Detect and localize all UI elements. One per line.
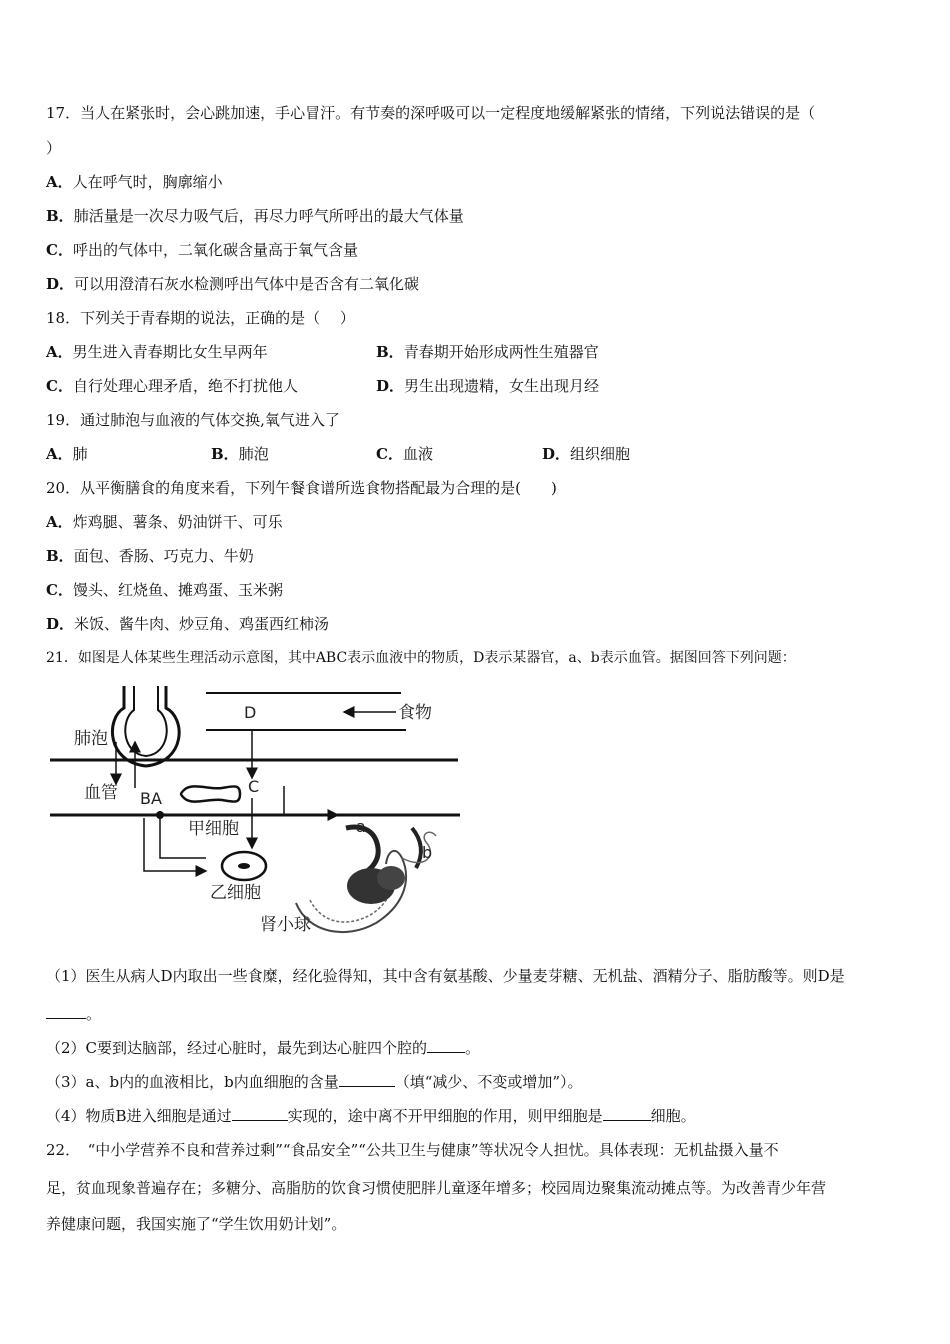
- q17-option-b: B．肺活量是一次尽力吸气后，再尽力呼气所呼出的最大气体量: [46, 207, 464, 225]
- q22-line3: 养健康问题，我国实施了“学生饮用奶计划”。: [46, 1215, 347, 1233]
- q21-physiology-diagram: [46, 678, 466, 948]
- q21-sub1-line2: 。: [46, 1004, 101, 1024]
- q18-option-a: A．男生进入青春期比女生早两年: [46, 343, 268, 361]
- q17-option-c: C．呼出的气体中，二氧化碳含量高于氧气含量: [46, 241, 358, 259]
- label-vessel: 血管: [84, 783, 118, 803]
- q19-options: [46, 444, 746, 464]
- q18-stem: 18．下列关于青春期的说法，正确的是（ ）: [46, 309, 355, 327]
- q20-option-a: A．炸鸡腿、薯条、奶油饼干、可乐: [46, 513, 283, 531]
- q17-option-d: D．可以用澄清石灰水检测呼出气体中是否含有二氧化碳: [46, 275, 420, 293]
- q18-options-row1: [46, 342, 646, 362]
- label-d: D: [244, 703, 257, 722]
- q21-sub1-line1: （1）医生从病人D内取出一些食糜，经化验得知，其中含有氨基酸、少量麦芽糖、无机盐、酒精分子、脂肪酸等。则D是: [46, 967, 845, 985]
- q21-sub3-blank: [339, 1072, 395, 1087]
- red-blood-cell: [181, 786, 240, 801]
- label-food: 食物: [398, 703, 432, 723]
- q20-stem: 20．从平衡膳食的角度来看，下列午餐食谱所选食物搭配最为合理的是( ): [46, 479, 557, 497]
- q17-stem-line1: 17．当人在紧张时，会心跳加速，手心冒汗。有节奏的深呼吸可以一定程度地缓解紧张的情绪，下列说法错误的是（: [46, 104, 816, 122]
- q21-sub4-blank-1: [232, 1106, 288, 1121]
- q19-option-a: A．肺: [46, 445, 88, 463]
- label-b: b: [422, 843, 433, 862]
- q19-option-d: D．组织细胞: [542, 445, 631, 463]
- glomerulus-knot-2: [377, 866, 405, 890]
- q21-sub2: （2）C要到达脑部，经过心脏时，最先到达心脏四个腔的 。: [46, 1039, 481, 1057]
- alveolus-shape: [112, 686, 179, 766]
- q19-option-b: B．肺泡: [211, 445, 269, 463]
- q18-option-b: B．青春期开始形成两性生殖器官: [376, 343, 599, 361]
- q18-option-d: D．男生出现遗精，女生出现月经: [376, 377, 600, 395]
- q22-line1: 22． “中小学营养不良和营养过剩”“食品安全”“公共卫生与健康”等状况令人担忧。具体表现：无机盐摄入量不: [46, 1141, 779, 1159]
- q20-option-c: C．馒头、红烧鱼、摊鸡蛋、玉米粥: [46, 581, 283, 599]
- q22-line2: 足，贫血现象普遍存在；多糖分、高脂肪的饮食习惯使肥胖儿童逐年增多；校园周边聚集流动摊点等。为改善青少年营: [46, 1179, 827, 1197]
- q18-options-row2: [46, 376, 646, 396]
- a-branch-arrow: [284, 786, 338, 815]
- label-alveolus: 肺泡: [74, 729, 108, 749]
- label-cell-jia: 甲细胞: [188, 819, 239, 839]
- q17-option-a: A．人在呼气时，胸廓缩小: [46, 173, 223, 191]
- q20-option-b: B．面包、香肠、巧克力、牛奶: [46, 547, 254, 565]
- q18-option-c: C．自行处理心理矛盾，绝不打扰他人: [46, 377, 298, 395]
- q20-option-d: D．米饭、酱牛肉、炒豆角、鸡蛋西红柿汤: [46, 615, 330, 633]
- q21-sub3: （3）a、b内的血液相比，b内血细胞的含量 （填“减少、不变或增加”）。: [46, 1073, 583, 1091]
- label-a: a: [356, 817, 366, 836]
- q21-sub2-blank: [427, 1038, 465, 1053]
- q21-sub1-blank: [46, 1004, 86, 1019]
- q21-sub4-blank-2: [603, 1106, 651, 1121]
- exchange-dot: [156, 811, 164, 819]
- q19-option-c: C．血液: [376, 445, 433, 463]
- q21-sub4: （4）物质B进入细胞是通过 实现的，途中离不开甲细胞的作用，则甲细胞是 细胞。: [46, 1107, 696, 1125]
- q19-stem: 19．通过肺泡与血液的气体交换,氧气进入了: [46, 411, 340, 429]
- label-cell-yi: 乙细胞: [210, 883, 261, 903]
- q21-stem: 21．如图是人体某些生理活动示意图，其中ABC表示血液中的物质，D表示某器官，a、b表示血管。据图回答下列问题：: [46, 650, 796, 666]
- label-ba: BA: [140, 789, 162, 808]
- alveolus-inner: [125, 686, 166, 756]
- label-glomerulus: 肾小球: [260, 915, 311, 935]
- cell-yi-nucleus: [238, 863, 250, 869]
- q17-stem-line2: ）: [46, 139, 62, 157]
- label-c: C: [248, 777, 260, 796]
